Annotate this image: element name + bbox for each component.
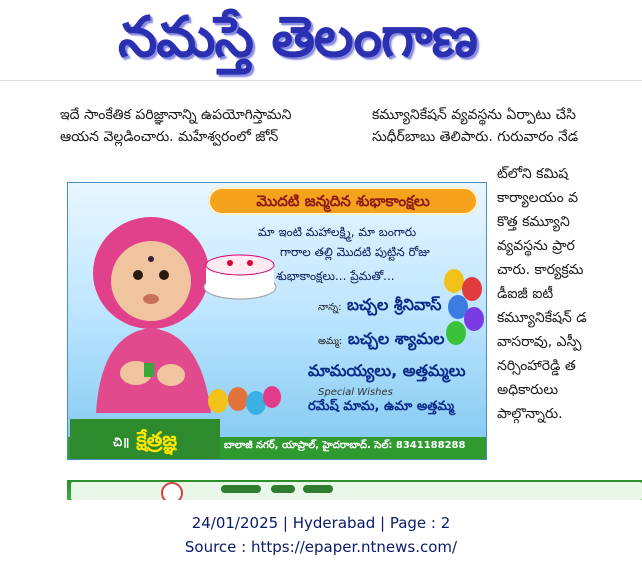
article-line: కార్యాలయం వ — [497, 190, 579, 206]
article-line: సుధీర్‌బాబు తెలిపారు. గురువారం నేడ — [372, 129, 579, 145]
father-name — [318, 295, 441, 318]
cake-icon — [200, 243, 280, 301]
ad-message-line: మా ఇంటి మహాలక్ష్మి, మా బంగారు — [258, 225, 417, 239]
article-line: పాల్గొన్నారు. — [497, 406, 563, 422]
masthead — [0, 0, 642, 82]
masthead-divider — [0, 80, 642, 81]
father-value: బచ్చల శ్రీనివాస్ — [347, 295, 442, 314]
emblem-icon — [161, 482, 183, 500]
relatives-line: మామయ్యలు, అత్తమ్మలు — [308, 361, 466, 380]
article-line: ఆయన వెల్లడించారు. మహేశ్వరంలో జోన్ — [60, 129, 279, 145]
ad-message-line: గారాల తల్లి మొదటి పుట్టిన రోజు — [280, 245, 430, 259]
article-line: కమ్యూనికేషన్ డ — [497, 310, 587, 326]
article-column-side — [497, 162, 642, 426]
article-line: వాసరావు, ఎస్పీ — [497, 334, 582, 350]
child-name — [70, 419, 220, 459]
page-footer — [0, 500, 642, 578]
birthday-advertisement — [67, 182, 487, 460]
article-line: చారు. కార్యక్రమ — [497, 262, 584, 278]
article-column-left — [60, 104, 358, 148]
ad-address: బాలాజీ నగర్, యాప్రాల్, హైదరాబాద్. సెల్: 8341188288 — [224, 440, 466, 451]
father-label: నాన్న: — [318, 302, 342, 313]
balloons-icon — [440, 267, 486, 377]
birthday-banner: మొదటి జన్మదిన శుభాకాంక్షలు — [208, 187, 478, 215]
mother-label: అమ్మ: — [318, 336, 343, 347]
article-line: కమ్యూనికేషన్ వ్యవస్థను ఏర్పాటు చేసి — [372, 107, 577, 123]
special-wishes-names: రమేష్ మామ, ఉమా అత్తమ్మ — [308, 399, 455, 414]
special-wishes-label: Special Wishes — [318, 387, 393, 398]
mother-value: బచ్చల శ్యామల — [347, 329, 445, 348]
newspaper-title: నమస్తే తెలంగాణ — [118, 5, 477, 70]
article-line: కొత్త కమ్యూని — [497, 214, 570, 230]
child-name-prefix: చి॥ — [113, 435, 130, 449]
ad-message-line: శుభాకాంక్షలు... ప్రేమతో... — [276, 269, 395, 283]
mother-name — [318, 329, 444, 352]
next-advertisement-strip — [67, 480, 642, 500]
article-line: ఇదే సాంకేతిక పరిజ్ఞానాన్ని ఉపయోగిస్తామని — [60, 107, 292, 123]
article-line: అధికారులు — [497, 382, 559, 398]
article-line: వ్యవస్థను ప్రార — [497, 238, 575, 254]
child-name-value: క్షేత్రజ్ఞ — [136, 427, 177, 451]
edition-dateline: 24/01/2025 | Hyderabad | Page : 2 — [191, 514, 451, 532]
article-line: ట్‌లోని కమిష — [497, 166, 569, 182]
article-column-right — [372, 104, 642, 148]
article-line: నర్సింహారెడ్డి త — [497, 358, 576, 374]
source-link[interactable]: Source : https://epaper.ntnews.com/ — [184, 538, 458, 556]
article-line: డీఐజీ ఐటీ — [497, 286, 554, 302]
